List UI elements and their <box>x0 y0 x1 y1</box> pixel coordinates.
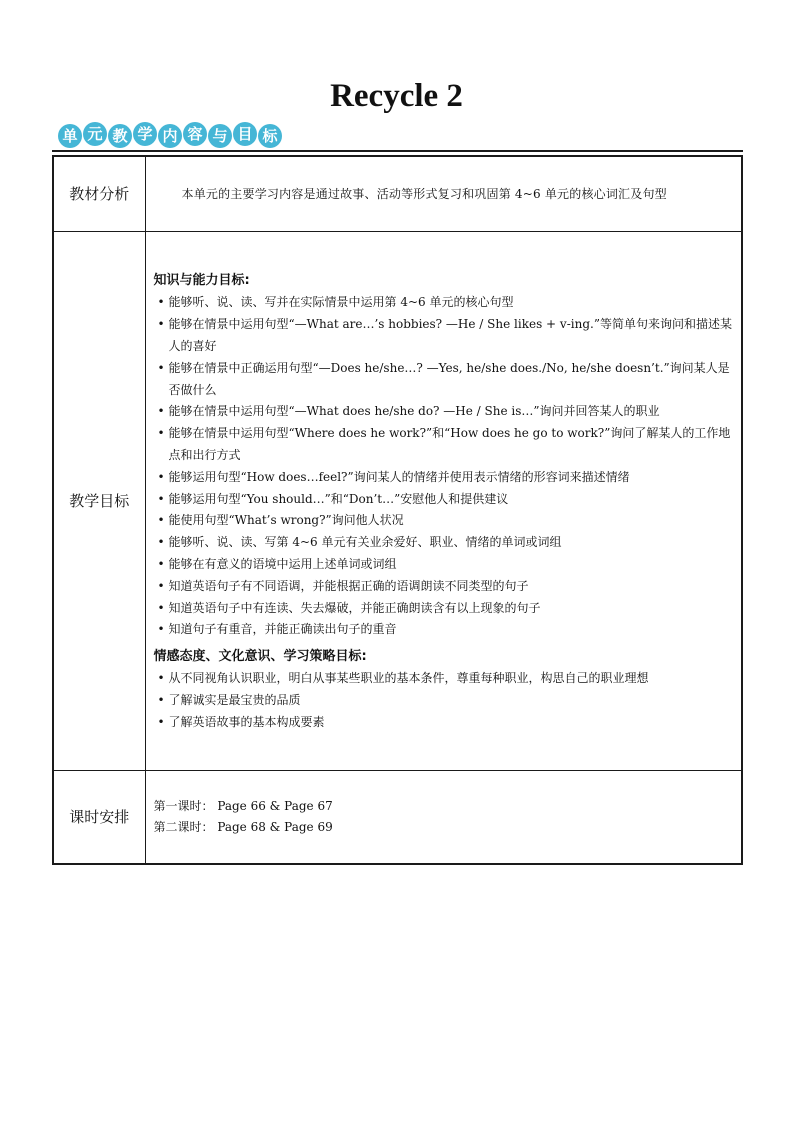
list-item: • 知道英语句子中有连读、失去爆破，并能正确朗读含有以上现象的句子 <box>154 598 742 620</box>
list-item: • 能够听、说、读、写第 4~6 单元有关业余爱好、职业、情绪的单词或词组 <box>154 532 742 554</box>
knowledge-goal-list <box>154 292 742 641</box>
banner-char: 学 <box>133 122 157 146</box>
table-row-goals <box>53 231 742 770</box>
list-item: • 能够在情景中运用句型“—What are…’s hobbies? —He / She likes + v-ing.”等简单句来询问和描述某人的喜好 <box>154 314 742 358</box>
banner-char: 与 <box>208 124 232 148</box>
list-item: • 能够在情景中运用句型“Where does he work?”和“How does he go to work?”询问了解某人的工作地点和出行方式 <box>154 423 742 467</box>
table-row-analysis <box>53 156 742 231</box>
list-item: • 了解英语故事的基本构成要素 <box>154 712 742 734</box>
list-item: • 能够听、说、读、写并在实际情景中运用第 4~6 单元的核心句型 <box>154 292 742 314</box>
table-row-schedule <box>53 770 742 864</box>
list-item: • 知道英语句子有不同语调，并能根据正确的语调朗读不同类型的句子 <box>154 576 742 598</box>
section-banner <box>58 122 283 152</box>
analysis-text: 本单元的主要学习内容是通过故事、活动等形式复习和巩固第 4~6 单元的核心词汇及句型 <box>181 187 667 202</box>
schedule-line: 第一课时： Page 66 & Page 67 <box>153 798 333 813</box>
row-label-schedule: 课时安排 <box>53 770 145 864</box>
list-item: • 能够在有意义的语境中运用上述单词或词组 <box>154 554 742 576</box>
page-title: Recycle 2 <box>330 78 463 114</box>
goals-heading-attitude: 情感态度、文化意识、学习策略目标: <box>153 649 367 665</box>
goals-heading-knowledge: 知识与能力目标: <box>153 273 250 289</box>
banner-underline <box>52 150 743 152</box>
row-label-analysis: 教材分析 <box>53 156 145 231</box>
schedule-line: 第二课时： Page 68 & Page 69 <box>153 819 333 834</box>
banner-char: 元 <box>83 122 107 146</box>
list-item: • 从不同视角认识职业，明白从事某些职业的基本条件，尊重每种职业，构思自己的职业理想 <box>154 668 742 690</box>
banner-char: 教 <box>108 124 132 148</box>
list-item: • 了解诚实是最宝贵的品质 <box>154 690 742 712</box>
list-item: • 能使用句型“What’s wrong?”询问他人状况 <box>154 510 742 532</box>
list-item: • 知道句子有重音，并能正确读出句子的重音 <box>154 619 742 641</box>
attitude-goal-list <box>154 668 742 733</box>
row-label-goals: 教学目标 <box>53 231 145 770</box>
banner-char: 内 <box>158 124 182 148</box>
banner-char: 标 <box>258 124 282 148</box>
list-item: • 能够在情景中运用句型“—What does he/she do? —He / She is…”询问并回答某人的职业 <box>154 401 742 423</box>
list-item: • 能够运用句型“How does…feel?”询问某人的情绪并使用表示情绪的形容词来描述情绪 <box>154 467 742 489</box>
list-item: • 能够运用句型“You should…”和“Don’t…”安慰他人和提供建议 <box>154 489 742 511</box>
list-item: • 能够在情景中正确运用句型“—Does he/she…? —Yes, he/she does./No, he/she doesn’t.”询问某人是否做什么 <box>154 358 742 402</box>
banner-char: 容 <box>183 122 207 146</box>
banner-char: 单 <box>58 124 82 148</box>
unit-table <box>52 155 743 865</box>
banner-char: 目 <box>233 122 257 146</box>
